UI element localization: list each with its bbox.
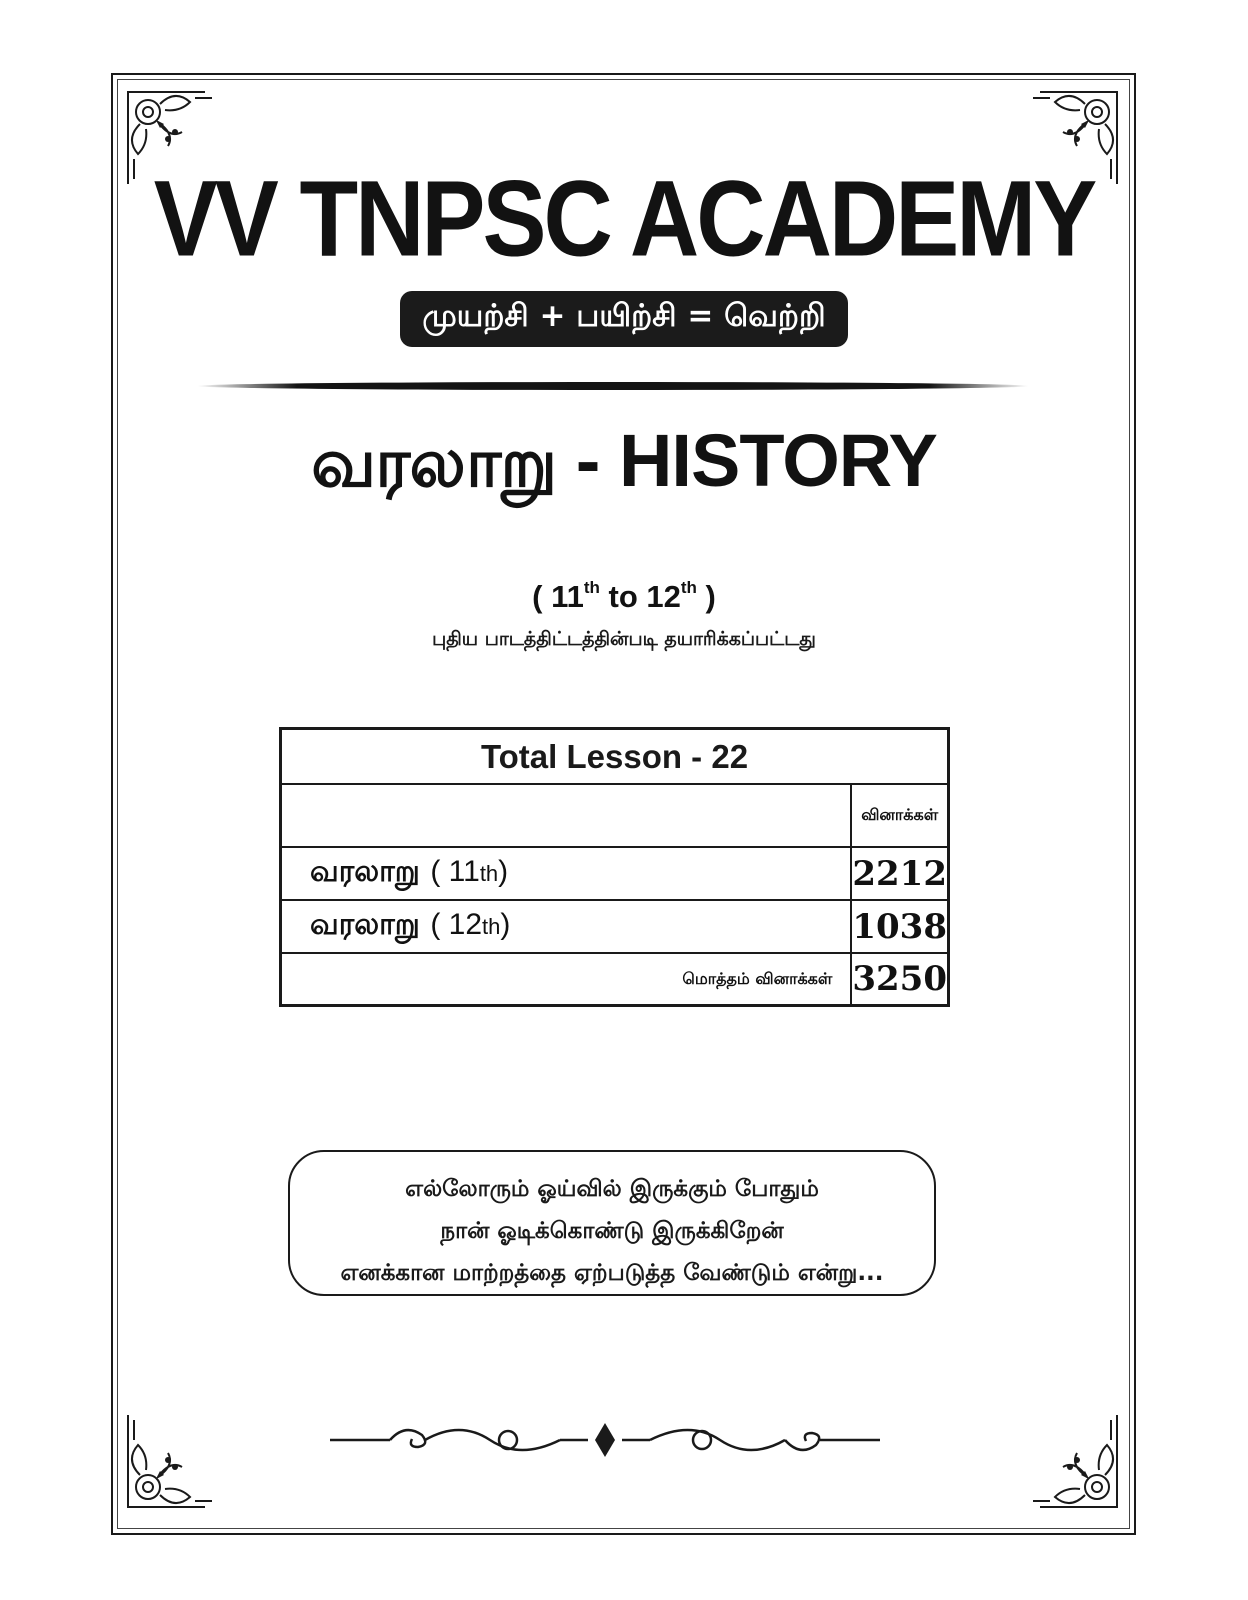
row-subject: வரலாறு — [310, 854, 420, 889]
floral-corner-icon — [120, 1405, 215, 1515]
row-grade-suffix: th — [482, 914, 501, 939]
row-grade-num: 11 — [448, 855, 480, 888]
row-subject: வரலாறு — [310, 907, 420, 942]
row-count: 2212 — [851, 847, 948, 900]
row-label — [281, 847, 852, 900]
row-grade-suffix: th — [479, 861, 499, 886]
quote-line-3: எனக்கான மாற்றத்தை ஏற்படுத்த வேண்டும் என்று... — [340, 1260, 884, 1286]
grade-from-suffix: th — [583, 578, 600, 597]
questions-column-header: வினாக்கள் — [851, 784, 948, 847]
subject-title — [120, 418, 1128, 512]
subject-english: HISTORY — [618, 419, 937, 502]
grade-from: 11 — [551, 579, 584, 614]
table-row — [281, 847, 949, 900]
row-grade: ( 11th) — [430, 855, 509, 888]
grade-to-suffix: th — [680, 578, 697, 597]
total-label: மொத்தம் வினாக்கள் — [281, 953, 852, 1006]
grade-to-word: to — [599, 579, 647, 614]
grade-to: 12 — [646, 579, 681, 614]
motivational-quote — [288, 1150, 936, 1296]
grade-range — [0, 578, 1248, 615]
row-count: 1038 — [851, 900, 948, 953]
motto-badge: முயற்சி + பயிற்சி = வெற்றி — [400, 291, 847, 347]
syllabus-note: புதிய பாடத்திட்டத்தின்படி தயாரிக்கப்பட்டது — [432, 628, 816, 650]
academy-title: VV TNPSC ACADEMY — [153, 159, 1095, 279]
subject-separator: - — [556, 419, 619, 502]
lessons-table — [279, 727, 950, 1007]
table-blank-cell — [281, 784, 852, 847]
swirl-divider-icon — [330, 1415, 880, 1465]
grade-close-paren: ) — [696, 579, 716, 614]
title-divider — [197, 382, 1029, 390]
total-count: 3250 — [851, 953, 948, 1006]
lessons-heading: Total Lesson - 22 — [281, 729, 949, 785]
subject-tamil: வரலாறு — [311, 424, 557, 503]
table-total-row — [281, 953, 949, 1006]
quote-line-1: எல்லோரும் ஓய்வில் இருக்கும் போதும் — [405, 1176, 819, 1202]
row-label — [281, 900, 852, 953]
grade-open-paren: ( — [532, 579, 552, 614]
row-grade-num: 12 — [448, 908, 483, 941]
quote-line-2: நான் ஓடிக்கொண்டு இருக்கிறேன் — [440, 1218, 784, 1244]
floral-corner-icon — [1030, 1405, 1125, 1515]
table-row — [281, 900, 949, 953]
row-grade: ( 12th) — [430, 908, 511, 941]
